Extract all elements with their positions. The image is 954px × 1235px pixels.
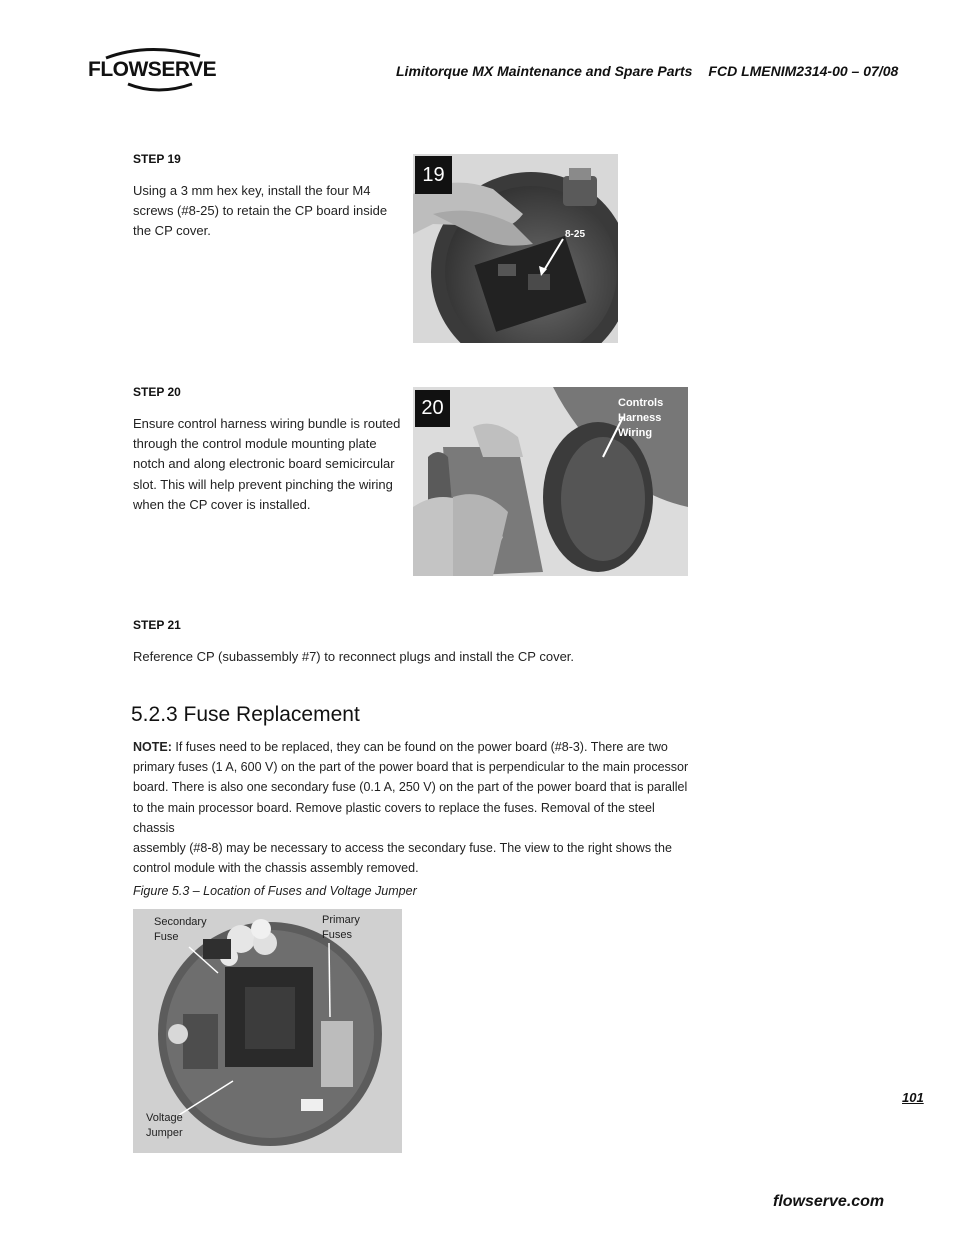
brand-name: FLOWSERVE xyxy=(88,58,217,81)
note-line: board. There is also one secondary fuse (0.1 A, 250 V) on the part of the power board that is parallel xyxy=(133,780,688,795)
note-label: NOTE: xyxy=(133,740,172,754)
step-21-text xyxy=(133,647,693,667)
step-21-label: STEP 21 xyxy=(133,618,181,632)
step-19-badge: 19 xyxy=(415,156,452,194)
label-voltage-jumper xyxy=(146,1111,183,1141)
note-line: control module with the chassis assembly removed. xyxy=(133,861,419,876)
note-line: If fuses need to be replaced, they can be found on the power board (#8-3). There are two xyxy=(171,740,668,754)
step-19-line: the CP cover. xyxy=(133,223,211,239)
step-19-line: Using a 3 mm hex key, install the four M4 xyxy=(133,183,371,198)
step-20-text xyxy=(133,414,403,515)
fuse-note-paragraph xyxy=(133,737,693,878)
section-heading: 5.2.3 Fuse Replacement xyxy=(131,703,360,726)
flowserve-logo xyxy=(88,44,228,96)
label-line: Secondary xyxy=(154,916,207,928)
step-20-photo xyxy=(413,387,688,576)
callout-line: Wiring xyxy=(618,427,653,439)
label-primary-fuses xyxy=(322,913,360,943)
page-number: 101 xyxy=(902,1090,924,1105)
footer-url[interactable]: flowserve.com xyxy=(773,1193,885,1210)
label-secondary-fuse xyxy=(154,915,207,945)
step-20-line: through the control module mounting plate xyxy=(133,436,377,452)
document-code: FCD LMENIM2314-00 – 07/08 xyxy=(708,63,899,79)
label-line: Voltage xyxy=(146,1112,183,1124)
fuse-figure-photo xyxy=(133,909,402,1153)
step-21-line: Reference CP (subassembly #7) to reconnect plugs and install the CP cover. xyxy=(133,649,575,664)
document-title: Limitorque MX Maintenance and Spare Parts xyxy=(396,63,693,79)
step-20-line: notch and along electronic board semicircular xyxy=(133,456,395,472)
step-19-label: STEP 19 xyxy=(133,152,181,166)
callout-line: Controls xyxy=(618,397,664,409)
step-19-photo xyxy=(413,154,618,343)
callout-controls-harness-wiring xyxy=(618,396,663,441)
callout-8-25: 8-25 xyxy=(565,229,586,240)
step-20-line: when the CP cover is installed. xyxy=(133,496,311,512)
document-header xyxy=(396,63,898,79)
step-20-line: slot. This will help prevent pinching the wiring xyxy=(133,476,393,492)
label-line: Fuses xyxy=(322,929,352,941)
label-line: Jumper xyxy=(146,1127,183,1139)
step-20-badge: 20 xyxy=(415,390,450,427)
callout-line: Harness xyxy=(618,412,662,424)
note-line: assembly (#8-8) may be necessary to access the secondary fuse. The view to the right shows the xyxy=(133,841,672,856)
note-line: to the main processor board. Remove plastic covers to replace the fuses. Removal of the steel chassis xyxy=(133,800,655,835)
note-line: primary fuses (1 A, 600 V) on the part of the power board that is perpendicular to the main processor xyxy=(133,760,689,775)
step-19-text xyxy=(133,181,393,242)
step-20-line: Ensure control harness wiring bundle is routed xyxy=(133,416,401,431)
step-20-label: STEP 20 xyxy=(133,385,181,399)
label-line: Fuse xyxy=(154,931,179,943)
figure-caption: Figure 5.3 – Location of Fuses and Voltage Jumper xyxy=(133,884,417,898)
step-19-line: screws (#8-25) to retain the CP board inside xyxy=(133,203,388,219)
label-line: Primary xyxy=(322,914,360,926)
